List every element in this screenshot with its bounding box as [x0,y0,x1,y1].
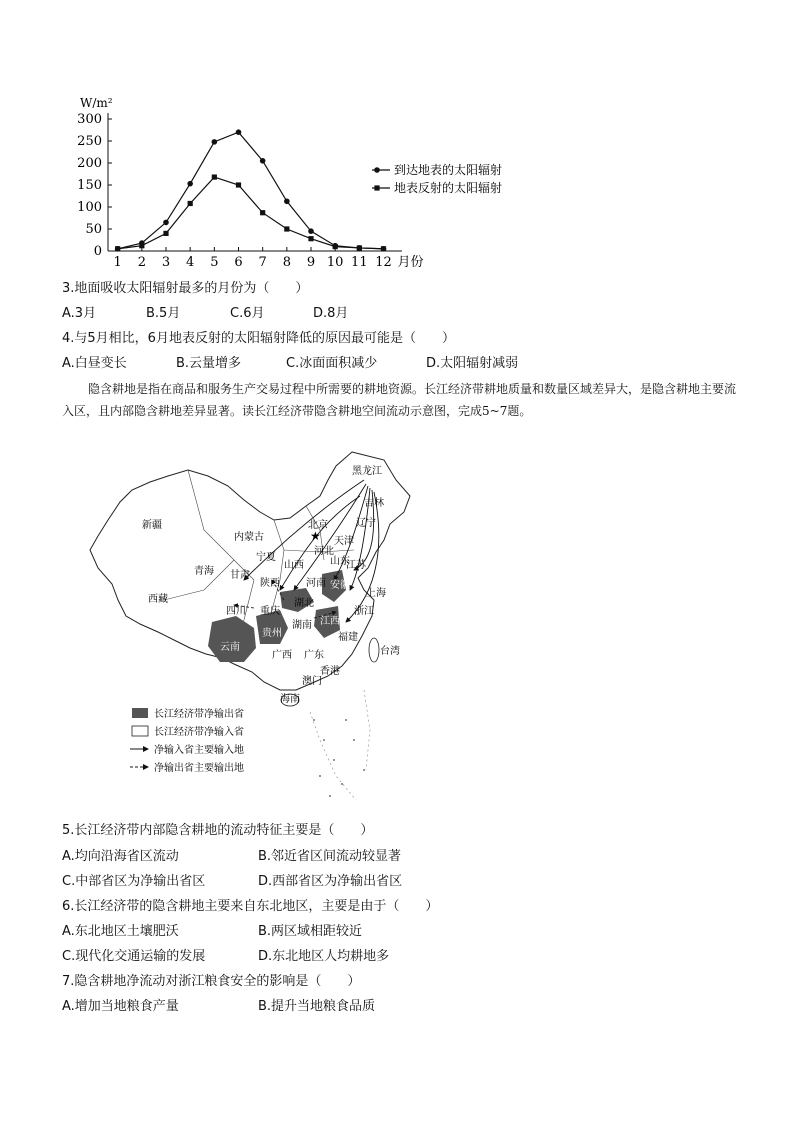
x-tick-label: 11 [351,255,368,270]
series-2-point [308,236,313,241]
series-2-point [212,174,217,179]
q3-option-b[interactable]: B.5月 [146,306,181,321]
label-hainan: 海南 [280,694,300,705]
y-tick-label: 50 [85,222,102,237]
x-tick-label: 7 [258,255,267,270]
q3-option-d[interactable]: D.8月 [313,306,349,321]
series-2-point [163,231,168,236]
y-tick-label: 200 [77,156,102,171]
legend-marker-1 [374,167,380,173]
label-gansu: 甘肃 [230,570,250,581]
series-2-point [260,210,265,215]
label-shaanxi: 陕西 [260,578,280,589]
legend-label-2: 地表反射的太阳辐射 [394,181,503,195]
q5-option-b[interactable]: B.邻近省区间流动较显著 [258,849,402,864]
label-hunan: 湖南 [292,620,312,631]
label-liaoning: 辽宁 [356,518,376,529]
y-tick-label: 150 [77,178,102,193]
q6-option-c[interactable]: C.现代化交通运输的发展 [62,949,206,964]
label-hebei: 河北 [314,546,334,557]
label-neimenggu: 内蒙古 [234,532,264,543]
question-4-stem: 4.与5月相比，6月地表反射的太阳辐射降低的原因最可能是（ ） [62,331,455,346]
q6-option-d[interactable]: D.东北地区人均耕地多 [258,949,390,964]
question-7-stem: 7.隐含耕地净流动对浙江粮食安全的影响是（ ） [62,974,361,989]
x-tick-label: 8 [282,255,291,270]
x-tick-label: 2 [137,255,146,270]
legend-net-import: 长江经济带净输入省 [154,727,244,738]
series-line-1 [118,132,384,249]
series-2-point [357,245,362,250]
label-ningxia: 宁夏 [256,552,276,563]
q4-option-c[interactable]: C.冰面面积减少 [286,356,378,371]
q3-option-c[interactable]: C.6月 [230,306,265,321]
label-shandong: 山东 [330,556,350,567]
label-xianggang: 香港 [320,666,340,677]
q5-option-a[interactable]: A.均向沿海省区流动 [62,849,179,864]
series-2-point [236,182,241,187]
label-guangxi: 广西 [272,650,292,661]
label-tianjin: 天津 [334,536,354,547]
label-heilongjiang: 黑龙江 [352,466,382,477]
x-tick-label: 10 [326,255,344,270]
x-tick-label: 5 [210,255,219,270]
x-tick-label: 6 [234,255,243,270]
label-shanxi: 山西 [284,560,304,571]
y-axis-label: W/m² [80,96,113,110]
q6-option-a[interactable]: A.东北地区土壤肥沃 [62,924,179,939]
label-jiangxi: 江西 [320,616,340,627]
q4-option-b[interactable]: B.云量增多 [176,356,242,371]
x-tick-label: 9 [306,255,316,270]
passage-intro: 隐含耕地是指在商品和服务生产交易过程中所需要的耕地资源。长江经济带耕地质量和数量区域差异大，是隐含耕地主要流入区，且内部隐含耕地差异显著。读长江经济带隐含耕地空间流动示意图，完成5~7题。 [62,382,737,418]
label-anhui: 安徽 [330,580,350,591]
map-svg [84,440,424,815]
label-henan: 河南 [306,578,326,589]
label-qinghai: 青海 [194,566,214,577]
legend-net-export: 长江经济带净输出省 [154,709,244,720]
label-sichuan: 四川 [226,606,246,617]
question-5-stem: 5.长江经济带内部隐含耕地的流动特征主要是（ ） [62,823,374,838]
series-1-point [260,158,266,164]
series-1-point [163,220,169,226]
label-xinjiang: 新疆 [142,520,162,531]
legend-label-1: 到达地表的太阳辐射 [394,163,503,177]
legend-export-destination: 净输出省主要输出地 [154,763,244,774]
x-tick-label: 3 [161,255,171,270]
q5-option-c[interactable]: C.中部省区为净输出省区 [62,874,206,889]
series-2-point [188,201,193,206]
series-1-point [308,228,314,234]
label-beijing: 北京 [308,520,328,531]
series-1-point [284,198,290,204]
q3-option-a[interactable]: A.3月 [62,306,97,321]
question-6-stem: 6.长江经济带的隐含耕地主要来自东北地区，主要是由于（ ） [62,899,439,914]
label-shanghai: 上海 [366,588,386,599]
series-1-point [212,139,218,145]
q7-option-b[interactable]: B.提升当地粮食品质 [258,999,376,1014]
label-taiwan: 台湾 [380,646,400,657]
q4-option-a[interactable]: A.白昼变长 [62,356,127,371]
x-tick-label: 4 [186,255,195,270]
q5-option-d[interactable]: D.西部省区为净输出省区 [258,874,403,889]
q6-option-b[interactable]: B.两区域相距较近 [258,924,363,939]
series-2-point [115,246,120,251]
label-jilin: 吉林 [364,498,384,509]
legend-marker-2 [374,185,379,190]
label-guangdong: 广东 [304,650,324,661]
legend-import-source: 净输入省主要输入地 [154,745,244,756]
label-aomen: 澳门 [302,676,322,687]
series-1-point [236,129,242,135]
label-yunnan: 云南 [220,642,240,653]
yangtze-flow-map [84,440,424,815]
y-tick-label: 250 [77,134,102,149]
label-xizang: 西藏 [148,594,168,605]
label-hubei: 湖北 [294,598,314,609]
label-jiangsu: 江苏 [346,560,366,571]
label-guizhou: 贵州 [262,628,282,639]
q7-option-a[interactable]: A.增加当地粮食产量 [62,999,179,1014]
y-tick-label: 100 [77,200,102,215]
x-tick-label: 12 [375,255,392,270]
series-2-point [381,246,386,251]
y-tick-label: 0 [93,244,102,259]
series-2-point [139,243,144,248]
question-3-stem: 3.地面吸收太阳辐射最多的月份为（ ） [62,281,309,296]
radiation-chart [50,88,570,274]
y-tick-label: 300 [77,112,102,127]
label-zhejiang: 浙江 [354,606,374,617]
radiation-line-chart [50,88,570,274]
x-axis-label: 月份 [397,255,424,270]
series-line-2 [118,177,384,249]
label-chongqing: 重庆 [260,606,280,617]
q4-option-d[interactable]: D.太阳辐射减弱 [426,356,519,371]
label-fujian: 福建 [338,632,358,643]
map-legend [130,707,244,774]
series-1-point [187,181,193,187]
x-tick-label: 1 [113,255,122,270]
beijing-star-icon: ★ [310,529,321,543]
series-2-point [284,226,289,231]
series-2-point [333,244,338,249]
